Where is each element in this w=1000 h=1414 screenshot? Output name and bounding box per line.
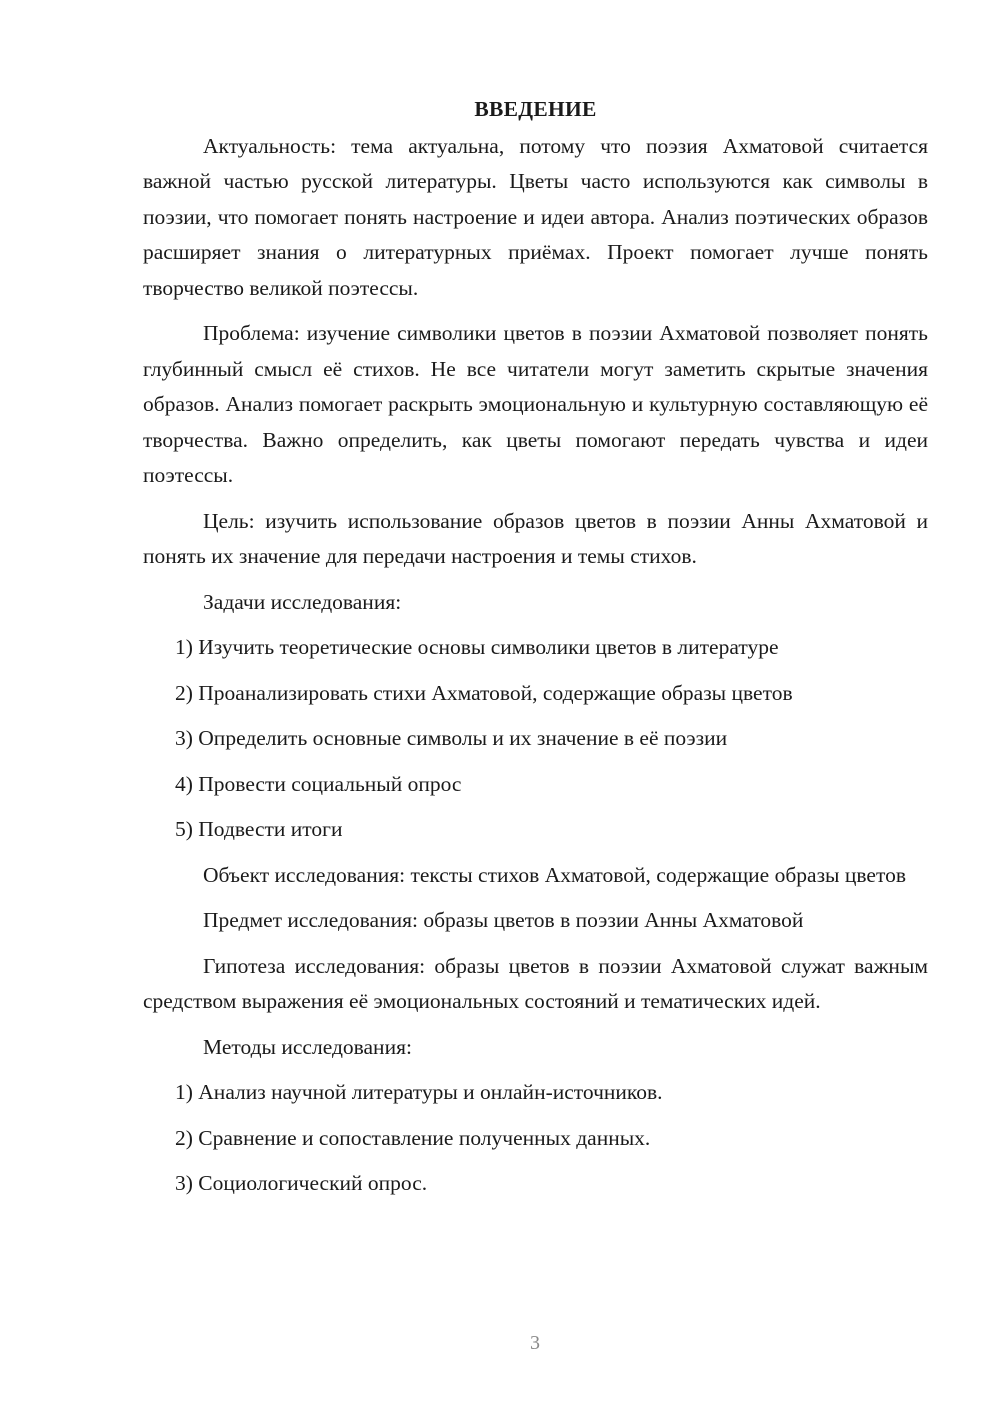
task-item-1: 1) Изучить теоретические основы символики цветов в литературе (175, 635, 779, 659)
task-item-5: 5) Подвести итоги (175, 817, 343, 841)
task-item-3: 3) Определить основные символы и их значение в её поэзии (175, 726, 728, 750)
relevance-paragraph: Актуальность: тема актуальна, потому что поэзия Ахматовой считается важной частью русской литературы. Цветы часто используются как символы в поэзии, что помогает понять настроение и идеи автора. Анализ поэтических образов расширяет знания о литературных приёмах. Проект помогает лучше понять творчество великой поэтессы. (143, 133, 928, 300)
method-item-2: 2) Сравнение и сопоставление полученных данных. (175, 1125, 651, 1150)
tasks-heading: Задачи исследования: (203, 589, 402, 614)
page-number: 3 (530, 1332, 540, 1354)
method-item-3: 3) Социологический опрос. (175, 1171, 428, 1195)
task-item-4: 4) Провести социальный опрос (175, 771, 462, 796)
task-item-2: 2) Проанализировать стихи Ахматовой, содержащие образы цветов (175, 680, 793, 705)
methods-list (143, 1075, 928, 1202)
problem-paragraph: Проблема: изучение символики цветов в поэзии Ахматовой позволяет понять глубинный смысл её стихов. Не все читатели могут заметить скрытые значения образов. Анализ помогает раскрыть эмоциональную и культурную составляющую её творчества. Важно определить, как цветы помогают передать чувства и идеи поэтессы. (143, 321, 928, 487)
subject-paragraph: Предмет исследования: образы цветов в поэзии Анны Ахматовой (203, 908, 804, 932)
tasks-list (143, 630, 928, 848)
hypothesis-paragraph: Гипотеза исследования: образы цветов в поэзии Ахматовой служат важным средством выражения её эмоциональных состояний и тематических идей. (143, 953, 928, 1013)
object-paragraph: Объект исследования: тексты стихов Ахматовой, содержащие образы цветов (203, 862, 906, 887)
goal-paragraph: Цель: изучить использование образов цветов в поэзии Анны Ахматовой и понять их значение для передачи настроения и темы стихов. (143, 508, 928, 568)
page-content (143, 92, 928, 1212)
page-title: ВВЕДЕНИЕ (474, 97, 597, 121)
methods-heading: Методы исследования: (203, 1034, 412, 1059)
method-item-1: 1) Анализ научной литературы и онлайн-источников. (175, 1080, 663, 1104)
